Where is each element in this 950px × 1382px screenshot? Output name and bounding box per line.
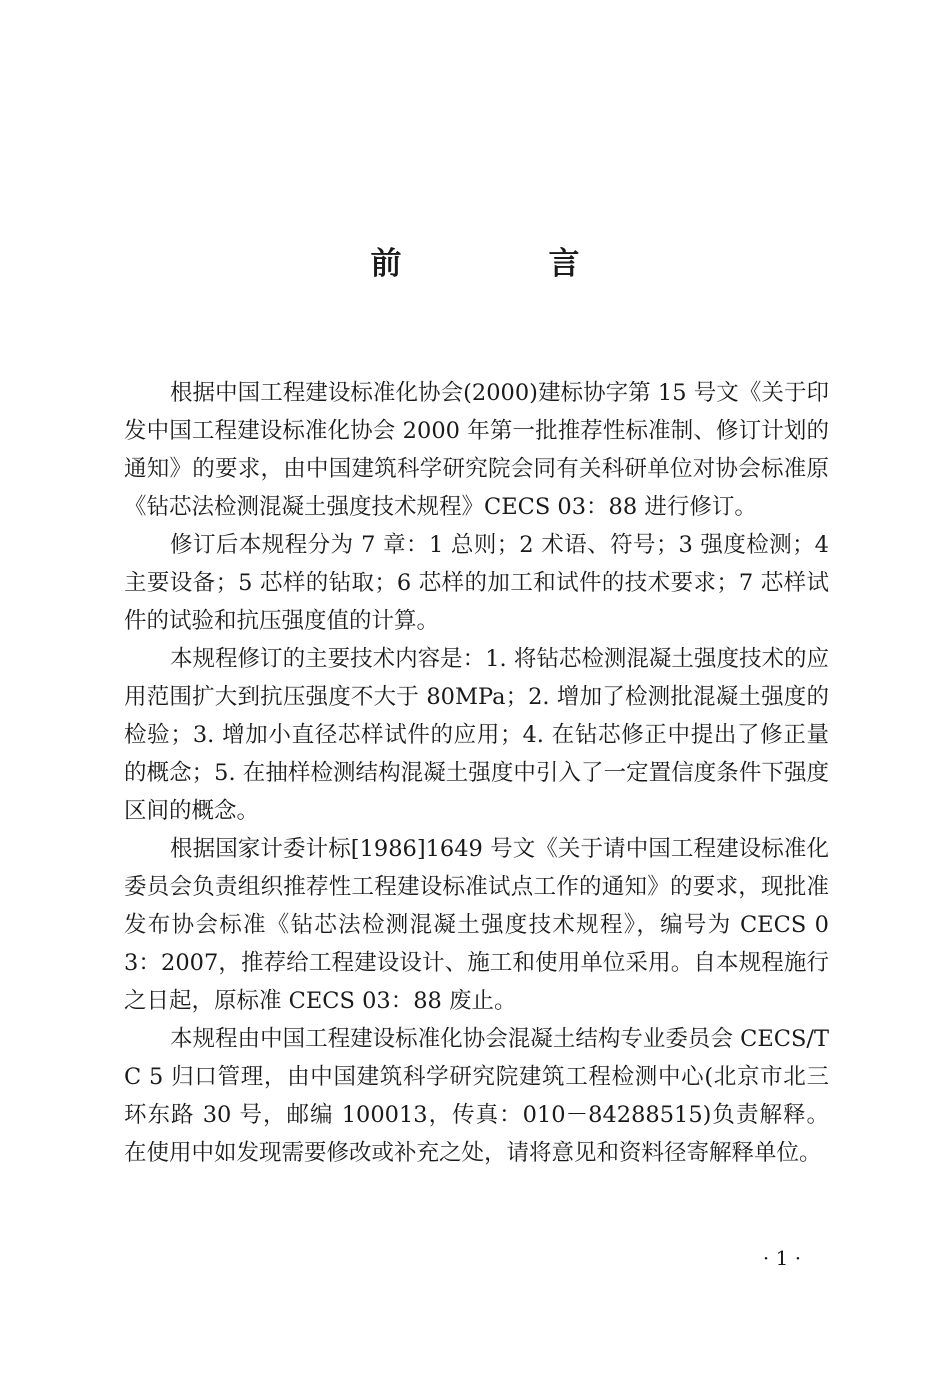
page-title: 前 言	[370, 246, 638, 282]
paragraph-1: 根据中国工程建设标准化协会(2000)建标协字第 15 号文《关于印发中国工程建设标准化协会 2000 年第一批推荐性标准制、修订计划的通知》的要求，由中国建筑科学研究院会同有关科研单位对协会标准原《钻芯法检测混凝土强度技术规程》CECS 03：88 进行修订。	[124, 380, 829, 520]
paragraph-5: 本规程由中国工程建设标准化协会混凝土结构专业委员会 CECS/TC 5 归口管理，由中国建筑科学研究院建筑工程检测中心(北京市北三环东路 30 号，邮编 100013，传真：010－84288515)负责解释。在使用中如发现需要修改或补充之处，请将意见和资料径寄解释单位。	[124, 1026, 829, 1166]
body-text	[124, 374, 829, 1172]
page-number: · 1 ·	[762, 1246, 802, 1270]
paragraph-2: 修订后本规程分为 7 章：1 总则；2 术语、符号；3 强度检测；4 主要设备；5 芯样的钻取；6 芯样的加工和试件的技术要求；7 芯样试件的试验和抗压强度值的计算。	[124, 532, 829, 634]
paragraph-3: 本规程修订的主要技术内容是：1. 将钻芯检测混凝土强度技术的应用范围扩大到抗压强度不大于 80MPa；2. 增加了检测批混凝土强度的检验；3. 增加小直径芯样试件的应用；4. 在钻芯修正中提出了修正量的概念；5. 在抽样检测结构混凝土强度中引入了一定置信度条件下强度区间的概念。	[124, 646, 829, 824]
paragraph-4: 根据国家计委计标[1986]1649 号文《关于请中国工程建设标准化委员会负责组织推荐性工程建设标准试点工作的通知》的要求，现批准发布协会标准《钻芯法检测混凝土强度技术规程》，编号为 CECS 03：2007，推荐给工程建设设计、施工和使用单位采用。自本规程施行之日起，原标准 CECS 03：88 废止。	[124, 836, 829, 1014]
